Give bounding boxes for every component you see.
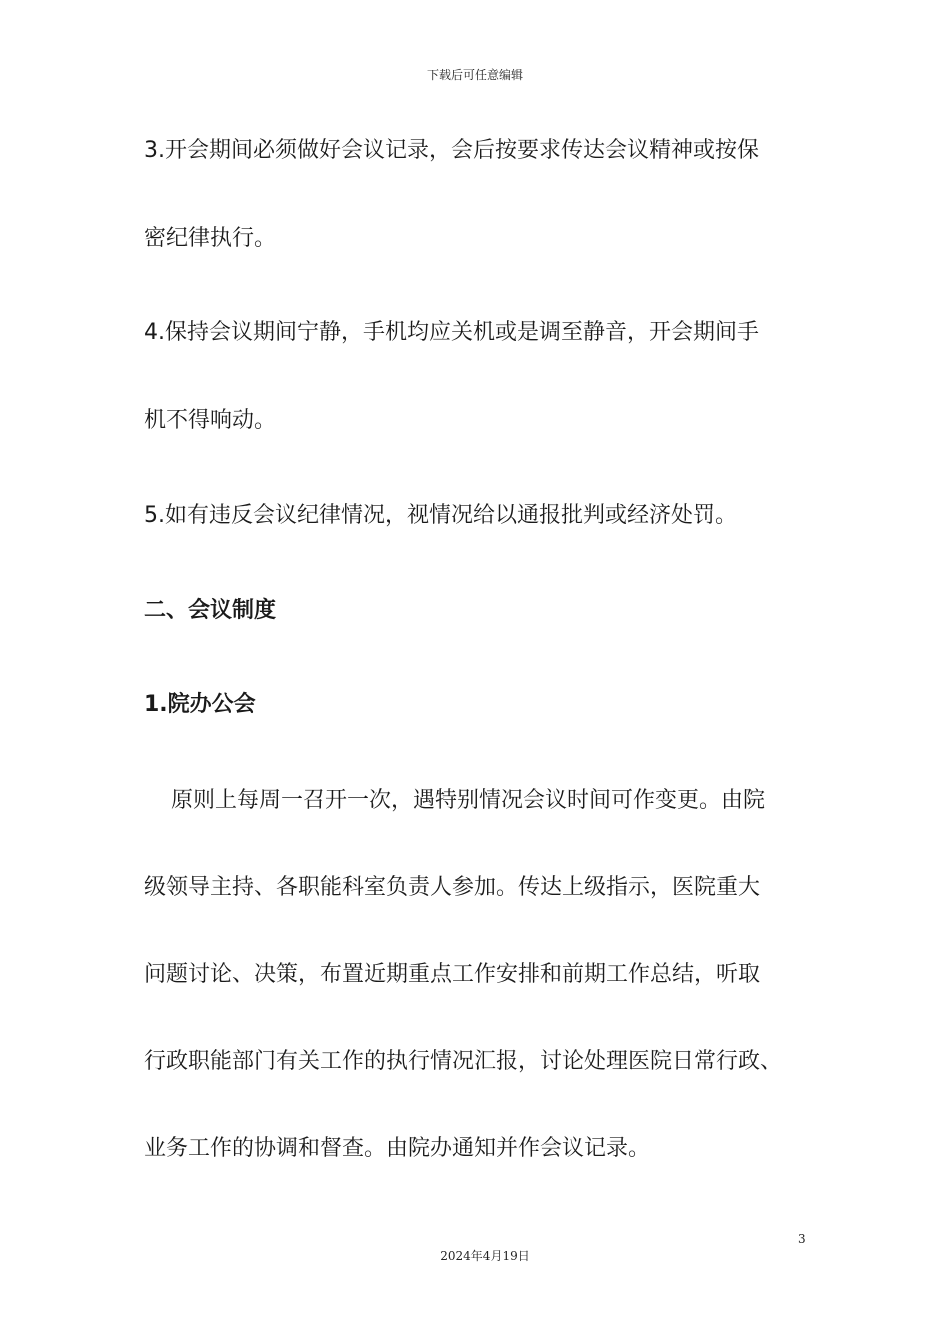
item-4-line-2: 机不得响动。 xyxy=(144,408,277,433)
item-4-line-1: 4.保持会议期间宁静，手机均应关机或是调至静音，开会期间手 xyxy=(144,320,759,345)
paragraph-line-2: 级领导主持、各职能科室负责人参加。传达上级指示，医院重大 xyxy=(144,875,761,900)
paragraph-line-5: 业务工作的协调和督查。由院办通知并作会议记录。 xyxy=(144,1136,651,1161)
paragraph-line-4: 行政职能部门有关工作的执行情况汇报，讨论处理医院日常行政、 xyxy=(144,1049,783,1074)
item-5-line-1: 5.如有违反会议纪律情况，视情况给以通报批判或经济处罚。 xyxy=(144,503,737,528)
page-number: 3 xyxy=(798,1232,806,1246)
paragraph-line-3: 问题讨论、决策，布置近期重点工作安排和前期工作总结，听取 xyxy=(144,962,761,987)
header-note: 下载后可任意编辑 xyxy=(426,68,523,82)
subsection-heading: 1.院办公会 xyxy=(144,692,256,717)
section-heading: 二、会议制度 xyxy=(144,598,277,623)
item-3-line-2: 密纪律执行。 xyxy=(144,226,277,251)
paragraph-line-1: 原则上每周一召开一次，遇特别情况会议时间可作变更。由院 xyxy=(171,788,766,813)
item-3-line-1: 3.开会期间必须做好会议记录，会后按要求传达会议精神或按保 xyxy=(144,138,759,163)
footer-date: 2024年4月19日 xyxy=(440,1249,530,1263)
